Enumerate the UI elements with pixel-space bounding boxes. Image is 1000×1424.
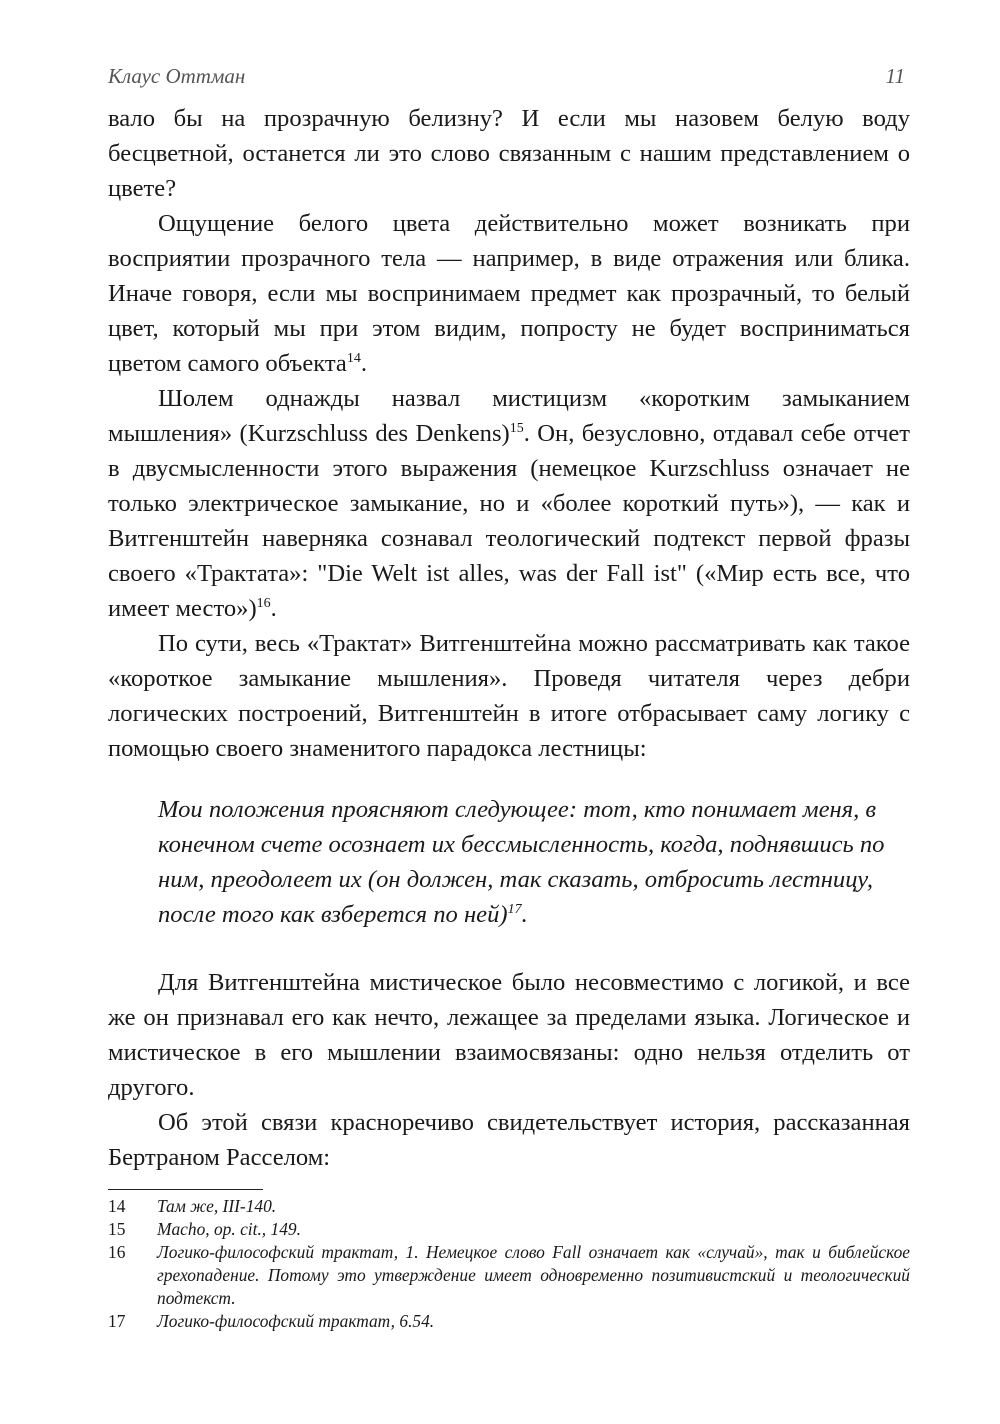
footnotes xyxy=(108,1195,910,1333)
footnote-ref: 16 xyxy=(256,596,271,611)
footnote-text: Логико-философский трактат, 6.54. xyxy=(157,1311,435,1331)
footnote-number: 14 xyxy=(108,1196,126,1216)
footnote-ref: 14 xyxy=(346,351,361,366)
footnote-ref: 17 xyxy=(507,902,522,917)
quote-tail: . xyxy=(521,901,528,928)
footnote-text: Macho, op. cit., 149. xyxy=(157,1219,301,1239)
footnote-number: 17 xyxy=(108,1311,126,1331)
paragraph-text: Ощущение белого цвета действительно может возникать при восприятии прозрачного тела — например, в виде отражения или блика. Иначе говоря, если мы воспринимаем предмет как прозрачный, то белый цвет, который мы при этом видим, попросту не будет восприниматься цветом самого объекта xyxy=(108,210,910,377)
paragraph xyxy=(108,965,910,1105)
paragraph xyxy=(108,206,910,381)
footnote xyxy=(108,1241,910,1310)
footnote xyxy=(108,1310,910,1333)
paragraph-text: Шолем однажды назвал мистицизм «коротким замыканием мышления» (Kurzschluss des Denkens) xyxy=(108,385,910,447)
block-quote xyxy=(158,792,910,932)
running-head xyxy=(108,64,905,94)
paragraph-tail: . xyxy=(360,350,367,377)
paragraph-text: . Он, безусловно, отдавал себе отчет в двусмысленности этого выражения (немецкое Kurzschluss означает не только электрическое замыкание, но и «более короткий путь»), — как и Витгенштейн наверняка сознавал теологический подтекст первой фразы своего «Трактата»: "Die Welt ist alles, was der Fall ist" («Мир есть все, что имеет место») xyxy=(108,420,911,622)
footnote xyxy=(108,1195,910,1218)
body-text xyxy=(108,101,910,1175)
footnote-number: 16 xyxy=(108,1242,126,1262)
footnote-text: Логико-философский трактат, 1. Немецкое слово Fall означает как «случай», так и библейское грехопадение. Потому это утверждение имеет одновременно позитивистский и теологический подтекст. xyxy=(157,1242,910,1308)
paragraph xyxy=(108,381,910,626)
footnote-text: Там же, III-140. xyxy=(157,1196,277,1216)
footnote-ref: 15 xyxy=(509,421,524,436)
footnote-divider xyxy=(108,1189,263,1190)
footnote-number: 15 xyxy=(108,1219,126,1239)
paragraph xyxy=(108,101,910,206)
paragraph-text: Для Витгенштейна мистическое было несовместимо с логикой, и все же он признавал его как нечто, лежащее за пределами языка. Логическое и мистическое в его мышлении взаимосвязаны: одно нельзя отделить от другого. xyxy=(108,969,910,1101)
running-head-author: Клаус Оттман xyxy=(108,64,246,88)
paragraph xyxy=(108,1105,910,1175)
paragraph-text: вало бы на прозрачную белизну? И если мы назовем белую воду бесцветной, останется ли это слово связанным с нашим представлением о цвете? xyxy=(108,105,910,202)
quote-text: Мои положения проясняют следующее: тот, кто понимает меня, в конечном счете осознает их бессмысленность, когда, поднявшись по ним, преодолеет их (он должен, так сказать, отбросить лестницу, после того как взберется по ней) xyxy=(158,796,885,928)
paragraph-text: По сути, весь «Трактат» Витгенштейна можно рассматривать как такое «короткое замыкание мышления». Проведя читателя через дебри логических построений, Витгенштейн в итоге отбрасывает саму логику с помощью своего знаменитого парадокса лестницы: xyxy=(108,630,910,762)
page-number: 11 xyxy=(885,64,905,88)
paragraph-tail: . xyxy=(270,595,277,622)
footnote xyxy=(108,1218,910,1241)
paragraph xyxy=(108,626,910,766)
paragraph-text: Об этой связи красноречиво свидетельствует история, рассказанная Бертраном Расселом: xyxy=(108,1109,910,1171)
